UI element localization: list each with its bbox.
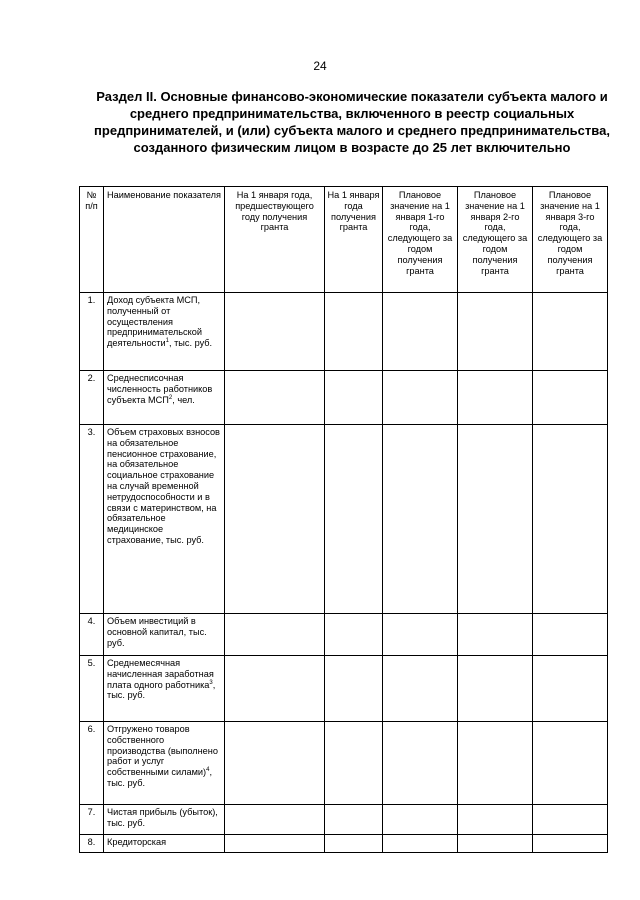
value-cell[interactable] xyxy=(225,614,325,656)
value-cell[interactable] xyxy=(383,425,458,614)
value-cell[interactable] xyxy=(458,722,533,805)
value-cell[interactable] xyxy=(383,293,458,371)
value-cell[interactable] xyxy=(325,835,383,853)
page-number: 24 xyxy=(313,59,327,73)
value-cell[interactable] xyxy=(225,805,325,835)
table-row xyxy=(80,656,608,722)
row-number: 2. xyxy=(80,371,104,425)
row-number: 8. xyxy=(80,835,104,853)
indicators-table xyxy=(79,186,608,853)
indicator-name-cell xyxy=(104,425,225,614)
value-cell[interactable] xyxy=(383,656,458,722)
value-cell[interactable] xyxy=(458,293,533,371)
value-cell[interactable] xyxy=(325,656,383,722)
value-cell[interactable] xyxy=(325,722,383,805)
column-header-number: № п/п xyxy=(80,187,104,293)
indicator-unit: , тыс. руб. xyxy=(107,679,216,701)
value-cell[interactable] xyxy=(383,722,458,805)
column-header-indicator-name: Наименование показателя xyxy=(104,187,225,293)
table-row xyxy=(80,722,608,805)
value-cell[interactable] xyxy=(325,371,383,425)
value-cell[interactable] xyxy=(533,425,608,614)
table-row xyxy=(80,614,608,656)
indicator-name: Среднесписочная численность работников субъекта МСП xyxy=(107,373,213,405)
table-row xyxy=(80,371,608,425)
column-header-plan-year-2: Плановое значение на 1 января 2-го года, следующего за годом получения гранта xyxy=(458,187,533,293)
value-cell[interactable] xyxy=(225,656,325,722)
indicator-unit: , тыс. руб. xyxy=(107,767,213,788)
footnote-mark: 4 xyxy=(206,767,210,774)
value-cell[interactable] xyxy=(533,371,608,425)
value-cell[interactable] xyxy=(533,805,608,835)
section-title: Раздел II. Основные финансово-экономические показатели субъекта малого и среднего предпринимательства, включенного в реестр социальных предпринимателей, и (или) субъекта малого и среднего предпринимательства, созданного физическим лицом в возрасте до 25 лет включительно xyxy=(94,89,610,155)
indicator-name-cell xyxy=(104,805,225,835)
value-cell[interactable] xyxy=(225,371,325,425)
row-number: 7. xyxy=(80,805,104,835)
indicator-name-cell xyxy=(104,656,225,722)
row-number: 1. xyxy=(80,293,104,371)
indicator-name-cell xyxy=(104,371,225,425)
footnote-mark: 3 xyxy=(209,679,213,686)
indicator-name-cell xyxy=(104,835,225,853)
value-cell[interactable] xyxy=(533,293,608,371)
value-cell[interactable] xyxy=(458,835,533,853)
value-cell[interactable] xyxy=(533,722,608,805)
value-cell[interactable] xyxy=(225,835,325,853)
value-cell[interactable] xyxy=(225,722,325,805)
indicator-name: Объем страховых взносов на обязательное пенсионное страхование, на обязательное социальное страхование на случай временной нетрудоспособности и в связи с материнством, на обязательное медицинское страхование, тыс. руб. xyxy=(107,427,220,545)
value-cell[interactable] xyxy=(325,293,383,371)
column-header-plan-year-3: Плановое значение на 1 января 3-го года, следующего за годом получения гранта xyxy=(533,187,608,293)
indicator-name-cell xyxy=(104,293,225,371)
table-row xyxy=(80,425,608,614)
value-cell[interactable] xyxy=(383,835,458,853)
indicator-name: Объем инвестиций в основной капитал, тыс. руб. xyxy=(107,616,207,648)
row-number: 3. xyxy=(80,425,104,614)
value-cell[interactable] xyxy=(225,425,325,614)
value-cell[interactable] xyxy=(325,805,383,835)
table-header-row xyxy=(80,187,608,293)
table-row xyxy=(80,293,608,371)
value-cell[interactable] xyxy=(325,425,383,614)
column-header-year-before-grant: На 1 января года, предшествующего году получения гранта xyxy=(225,187,325,293)
column-header-grant-year: На 1 января года получения гранта xyxy=(325,187,383,293)
indicator-name: Доход субъекта МСП, полученный от осуществления предпринимательской деятельности xyxy=(107,295,203,349)
value-cell[interactable] xyxy=(458,425,533,614)
indicator-unit: , чел. xyxy=(172,394,195,405)
value-cell[interactable] xyxy=(325,614,383,656)
value-cell[interactable] xyxy=(533,614,608,656)
value-cell[interactable] xyxy=(458,371,533,425)
indicator-name-cell xyxy=(104,614,225,656)
table-row xyxy=(80,805,608,835)
value-cell[interactable] xyxy=(383,805,458,835)
footnote-mark: 2 xyxy=(168,394,173,401)
value-cell[interactable] xyxy=(458,614,533,656)
value-cell[interactable] xyxy=(225,293,325,371)
footnote-mark: 1 xyxy=(165,338,169,345)
value-cell[interactable] xyxy=(458,656,533,722)
indicator-name: Кредиторская xyxy=(107,837,167,847)
value-cell[interactable] xyxy=(533,835,608,853)
indicator-name-cell xyxy=(104,722,225,805)
indicator-unit: , тыс. руб. xyxy=(168,338,213,349)
value-cell[interactable] xyxy=(458,805,533,835)
indicator-name: Отгружено товаров собственного производства (выполнено работ и услуг собственными силами) xyxy=(107,724,218,778)
indicator-name: Среднемесячная начисленная заработная плата одного работника xyxy=(107,658,214,690)
value-cell[interactable] xyxy=(533,656,608,722)
column-header-plan-year-1: Плановое значение на 1 января 1-го года, следующего за годом получения гранта xyxy=(383,187,458,293)
value-cell[interactable] xyxy=(383,371,458,425)
table-row xyxy=(80,835,608,853)
row-number: 6. xyxy=(80,722,104,805)
value-cell[interactable] xyxy=(383,614,458,656)
row-number: 4. xyxy=(80,614,104,656)
row-number: 5. xyxy=(80,656,104,722)
indicator-name: Чистая прибыль (убыток), тыс. руб. xyxy=(107,807,218,828)
